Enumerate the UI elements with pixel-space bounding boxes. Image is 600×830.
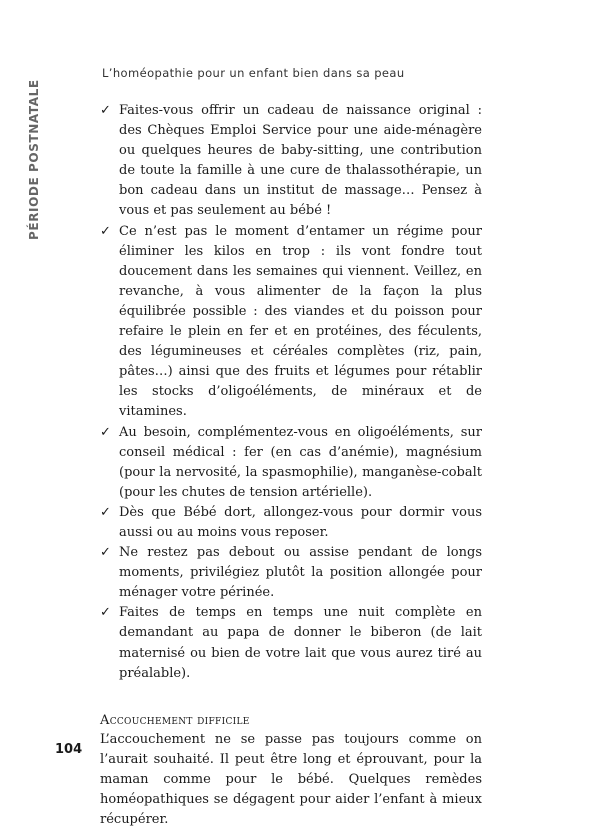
list-item-text: Faites de temps en temps une nuit complète en demandant au papa de donner le biberon (de lait maternisé ou bien de votre lait que vous aurez tiré au préalable). [119, 605, 482, 681]
checkmark-icon: ✓ [100, 504, 111, 520]
list-item [100, 603, 482, 683]
section-heading: Accouchement difficile [100, 712, 250, 728]
checkmark-icon: ✓ [100, 545, 111, 561]
list-item [100, 222, 482, 423]
list-item-text: Au besoin, complémentez-vous en oligoéléments, sur conseil médical : fer (en cas d’anémie), magnésium (pour la nervosité, la spasmophilie), manganèse-cobalt (pour les chutes de tension artérielle). [119, 424, 482, 500]
list-item [100, 101, 482, 222]
list-item-text: Dès que Bébé dort, allongez-vous pour dormir vous aussi ou au moins vous reposer. [119, 504, 482, 540]
list-item-text: Faites-vous offrir un cadeau de naissance original : des Chèques Emploi Service pour une aide-ménagère ou quelques heures de baby-sitting, une contribution de toute la famille à une cure de thalassothérapie, un bon cadeau dans un institut de massage… Pensez à vous et pas seulement au bébé ! [119, 103, 482, 219]
section-paragraph: L’accouchement ne se passe pas toujours comme on l’aurait souhaité. Il peut être long et éprouvant, pour la maman comme pour le bébé. Quelques remèdes homéopathiques se dégagent pour aider l’enfant à mieux récupérer. [100, 731, 482, 828]
list-item-text: Ce n’est pas le moment d’entamer un régime pour éliminer les kilos en trop : ils vont fondre tout doucement dans les semaines qui viennent. Veillez, en revanche, à vous alimenter de la façon la plus équilibrée possible : des viandes et du poisson pour refaire le plein en fer et en protéines, des féculents, des légumineuses et céréales complètes (riz, pain, pâtes…) ainsi que des fruits et légumes pour rétablir les stocks d’oligoéléments, de minéraux et de vitamines. [119, 223, 482, 420]
chapter-side-title: PÉRIODE POSTNATALE [27, 79, 41, 240]
checkmark-icon: ✓ [100, 605, 111, 621]
running-head: L’homéopathie pour un enfant bien dans sa peau [102, 66, 405, 80]
checkmark-icon: ✓ [100, 223, 111, 239]
list-item-text: Ne restez pas debout ou assise pendant de longs moments, privilégiez plutôt la position allongée pour ménager votre périnée. [119, 545, 482, 601]
list-item [100, 423, 482, 503]
page-content [100, 101, 482, 830]
list-item [100, 543, 482, 603]
checkmark-icon: ✓ [100, 424, 111, 440]
checkmark-icon: ✓ [100, 103, 111, 118]
page-number: 104 [55, 742, 83, 757]
tips-list [100, 101, 482, 684]
list-item [100, 503, 482, 543]
